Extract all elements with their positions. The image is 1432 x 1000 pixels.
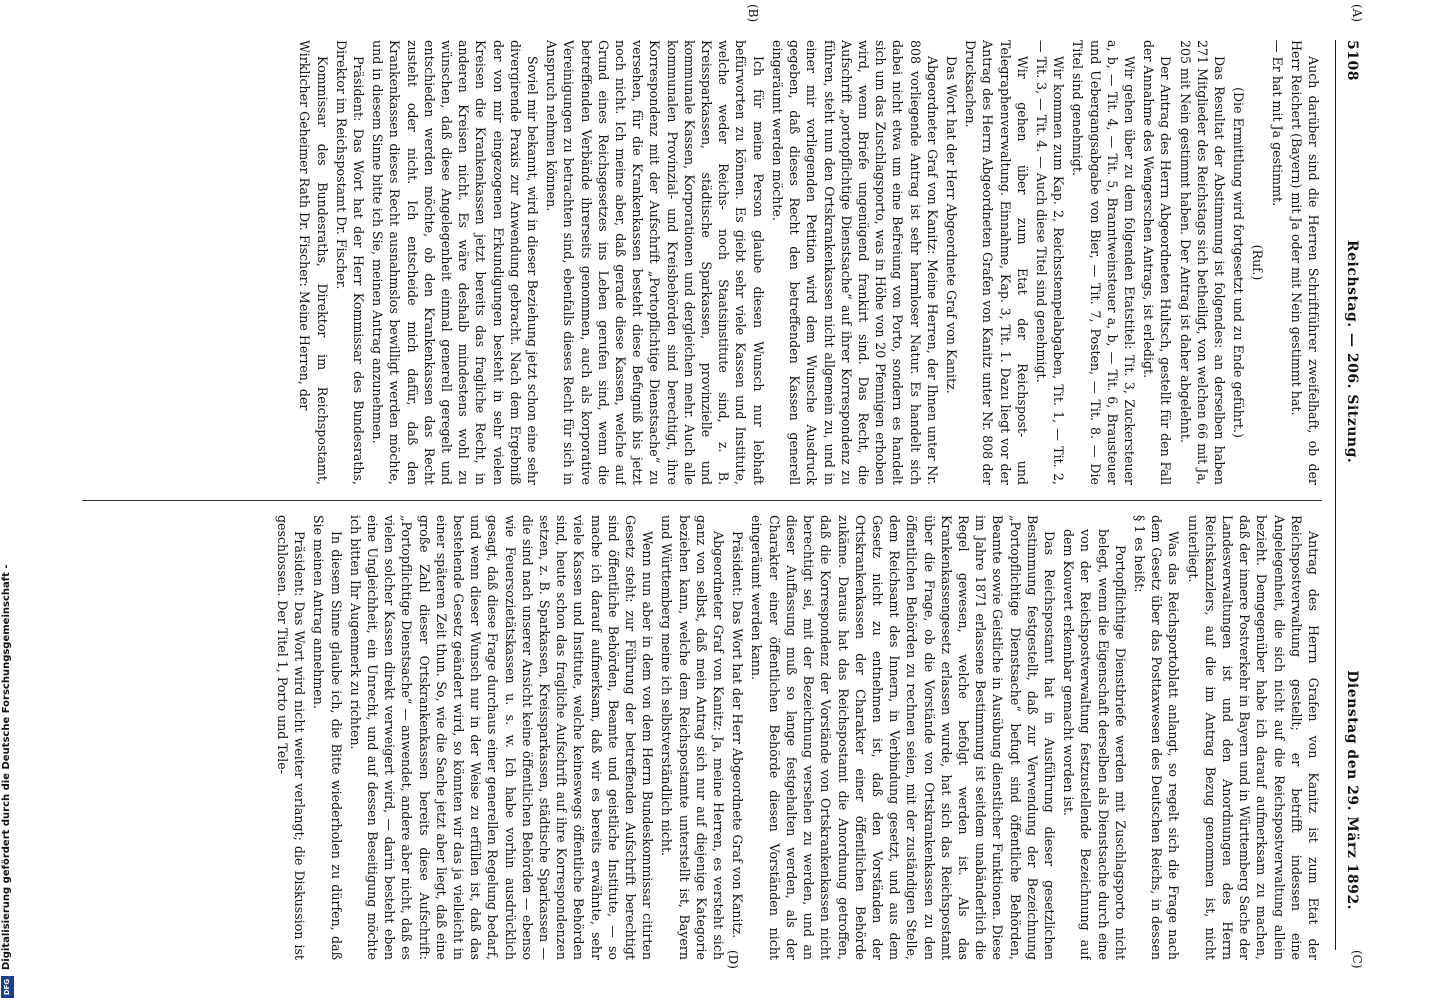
header-rule — [1335, 40, 1336, 950]
paragraph: Präsident: Das Wort wird nicht weiter verlangt; die Diskussion ist geschlossen. Der Titel 1, Porto und Tele- — [275, 515, 308, 960]
margin-mark-a: (A) — [1350, 4, 1364, 23]
session-title: Reichstag. — 206. Sitzung. — [1344, 240, 1360, 464]
paragraph: Präsident: Das Wort hat der Herr Kommissar des Bundesraths, Direktor im Reichspostamt Dr. Fischer. — [333, 40, 367, 485]
paragraph: Ich für meine Person glaube diesen Wunsch nur lebhaft befürworten zu können. Es giebt sehr viele Kassen und Institute, welche weder Reichs- noch Staatsinstitute sind, z. B. Kreissparkassen, städtische Sparkassen, provinzielle und kommunale Kassen, Korporationen und dergleichen mehr. Auch alle kommunalen Provinzial- und Kreisbehörden sind berechtigt, ihre Korrespondenz mit der Aufschrift „Portopflichtige Dienstsache“ zu versehen, für die Krankenkassen besteht diese Befugniß bis jetzt noch nicht. Ich meine aber, daß gerade diese Kassen, welche auf Grund eines Reichsgesetzes ins Leben gerufen sind, wenn die betreffenden Verbände ihrerseits genommen, auch als korporative Vereinigungen zu betrachten sind, ebenfalls dieses Recht für sich in Anspruch nehmen können. — [544, 40, 766, 485]
column-divider — [82, 500, 1322, 501]
paragraph: Abgeordneter Graf von Kanitz: Ja, meine Herren, es versteht sich ganz von selbst, daß mein Antrag sich nur auf diejenige Kategorie beziehen kann, welche dem Reichspostamte unterstellt ist, Bayern und Württemberg meine ich selbstverständlich nicht. — [659, 515, 727, 960]
paragraph: Der Antrag des Herrn Abgeordneten Hultsch, gestellt für den Fall der Annahme des Wengerschen Antrags, ist erledigt. — [1141, 40, 1174, 485]
paragraph: Wir gehen über zu dem folgenden Etatstitel: Tit. 3, Zuckersteuer a, b, — Tit. 4, — Tit. 5, Branntweinsteuer a, b, — Tit. 6, Brausteuer und Uebergangsabgabe von Bier, — Tit. 7, Posten, — Tit. 8. — Die Titel sind genehmigt. — [1070, 40, 1137, 485]
paragraph: Präsident: Das Wort hat der Herr Abgeordnete Graf von Kanitz. — [730, 531, 746, 939]
session-date: Dienstag den 29. März 1892. — [1344, 670, 1360, 910]
dfg-logo: DFG — [1, 976, 14, 998]
paragraph: Das Reichspostamt hat in Ausführung dieser gesetzlichen Bestimmung festgestellt, daß zur Verwendung der Bezeichnung „Portopflichtige Dienstsache“ befugt sind öffentliche Behörden, Beamte sowie Geistliche in Ausübung dienstlicher Funktionen. Diese im Jahre 1871 erlassene Bestimmung ist seitdem unabänderlich die Regel gewesen, welche befolgt werden ist. Als das Krankenkassengesetz erlassen wurde, hat sich das Reichspostamt über die Frage, ob die Vorstände von Ortskrankenkassen zu den öffentlichen Behörden zu rechnen seien, mit der zuständigen Stelle, dem Reichsamt des Innern, in Verbindung gesetzt, und aus dem Gesetz nicht zu entnehmen ist, daß den Vorständen der Ortskrankenkassen der Charakter einer öffentlichen Behörde zukäme. Daraus hat das Reichspostamt die Anordnung getroffen, daß die Korrespondenz der Vorstände von Ortskrankenkassen nicht berechtigt sei, mit der Bezeichnung versehen zu werden, und an dieser Auffassung muß so lange festgehalten werden, als der Charakter einer öffentlichen Behörde diesen Vorständen nicht eingeräumt werden kann. — [749, 515, 1057, 960]
paragraph: Wir kommen zum Kap. 2, Reichsstempelabgaben, Tit. 1, — Tit. 2, — Tit. 3, — Tit. 4. — Auch diese Titel sind genehmigt. — [1033, 40, 1067, 485]
page-number: 5108 — [1344, 40, 1360, 81]
paragraph: Wenn nun aber in dem von dem Herrn Bundeskommissar citirten Gesetz steht: zur Führung der betreffenden Aufschrift berechtigt sind öffentliche Behörden, Beamte und geistliche Institute, — so mache ich darauf aufmerksam, daß wir es bereits erwähnte, sehr viele Kassen und Institute, welche keineswegs öffentliche Behörden sind, heute schon das fragliche Aufschrift auf ihre Korrespondenzen setzen, z. B. Sparkassen, Kreissparkassen, städtische Sparkassen — die sind nach unserer Ansicht keine öffentlichen Behörden — ebenso wie Feuersozietätskassen u. s. w. Ich habe vorhin ausdrücklich gesagt, daß diese Frage durchaus einer generellen Regelung bedarf, und wenn dieser Wunsch nur in der Weise zu erfüllen ist, daß das bestehende Gesetz geändert wird, so könnten wir das ja vielleicht in einer späteren Zeit thun. So, wie die Sache jetzt aber liegt, daß eine große Zahl dieser Ortskrankenkassen bereits diese Aufschrift: „Portopflichtige Dienstsache“ — anwendet, andere aber nicht, daß es vielen solcher Kassen direkt verweigert wird, — darin besteht eben eine Ungleichheit, ein Unrecht, und auf dessen Beseitigung möchte ich bitten Ihr Augenmerk zu richten. — [347, 515, 656, 960]
document-page — [40, 0, 1400, 980]
paragraph: Abgeordneter Graf von Kanitz: Meine Herren, der Ihnen unter Nr. 808 vorliegende Antrag ist sehr harmloser Natur. Es handelt sich dabei nicht etwa um eine Befreiung von Porto, sondern es handelt sich um das Zuschlagsporto, was in Höhe von 20 Pfennigen erhoben wird, wenn Briefe ungenügend frankirt sind. Das Recht, die Aufschrift „portopflichtige Dienstsache“ auf ihrer Korrespondenz zu führen, steht nun den Ortskrankenkassen nicht allgemein zu, und in einer mir vorliegenden Petition wird dem Wunsche Ausdruck gegeben, daß dieses Recht den betreffenden Kassen generell eingeräumt werden möchte. — [769, 40, 940, 485]
paragraph: Wir gehen über zum Etat der Reichspost- und Telegraphenverwaltung. Einnahme, Kap. 3, Tit. 1. Dazu liegt vor der Antrag des Herrn Abgeordneten Grafen von Kanitz unter Nr. 808 der Drucksachen. — [963, 40, 1030, 485]
paragraph: Antrag des Herrn Grafen von Kanitz ist zum Etat der Reichspostverwaltung gestellt; er betrifft indessen eine Angelegenheit, die sich nicht auf die Reichspostverwaltung allein bezieht. Demgegenüber habe ich darauf aufmerksam zu machen, daß der innere Postverkehr in Bayern und in Württemberg Sache der Landesverwaltungen ist und den Anordnungen des Herrn Reichskanzlers, auf die im Antrag Bezug genommen ist, nicht unterliegt. — [1185, 515, 1321, 960]
digitization-footer — [0, 10, 16, 1000]
paragraph: Das Wort hat der Herr Abgeordnete Graf von Kanitz. — [943, 56, 959, 394]
digitization-credit: Digitalisierung gefördert durch die Deutsche Forschungsgemeinschaft - — [1, 564, 12, 970]
paragraph: Was das Reichsportoblatt anlangt, so regelt sich die Frage nach dem Gesetz über das Posttaxwesen des Deutschen Reichs, in dessen § 1 es heißt: — [1131, 515, 1182, 960]
paragraph: Auch darüber sind die Herren Schriftführer zweifelhaft, ob der Herr Reichert (Bayern) mit Ja oder mit Nein gestimmt hat. — [1288, 40, 1321, 485]
paragraph: Kommissar des Bundesraths, Direktor im Reichspostamt, Wirklicher Geheimer Rath Dr. Fischer: Meine Herren, der — [297, 40, 330, 485]
paragraph: Soviel mir bekannt, wird in dieser Beziehung jetzt schon eine sehr divergirende Praxis zur Anwendung gebracht. Nach dem Ergebniß der von mir eingezogenen Erkundigungen besteht in sehr vielen Kreisen die Krankenkassen jetzt bereits das fragliche Recht, in anderen Kreisen nicht. Es wäre deshalb mindestens wohl zu wünschen, daß diese Angelegenheit einmal generell geregelt und entschieden werden möchte, ob den Krankenkassen das Recht zusteht oder nicht. Ich entscheide mich dafür, daß den Krankenkassen dieses Recht ausnahmslos bewilligt werden möchte, und in diesem Sinne bitte ich Sie, meinen Antrag anzunehmen. — [370, 40, 541, 485]
page-header — [1336, 40, 1360, 950]
paragraph: (Ruf.) — [1250, 244, 1266, 281]
paragraph: — Er hat mit Ja gestimmt. — [1269, 40, 1285, 207]
margin-mark-b: (B) — [746, 4, 760, 23]
left-column — [82, 40, 1322, 485]
right-column — [82, 515, 1322, 960]
margin-mark-c: (C) — [1350, 950, 1364, 969]
quote-paragraph: Portopflichtige Dienstbriefe werden mit Zuschlagsporto nicht belegt, wenn die Eigenschaft derselben als Dienstsache durch eine von der Reichspostverwaltung festzustellende Bezeichnung auf dem Kouvert erkennbar gemacht worden ist. — [1061, 529, 1128, 960]
margin-mark-d: (D) — [726, 950, 740, 969]
paragraph: Das Resultat der Abstimmung ist folgendes: an derselben haben 271 Mitglieder des Reichstags sich betheiligt, von welchen 66 mit Ja, 205 mit Nein gestimmt haben. Der Antrag ist daher abgelehnt. — [1177, 40, 1227, 485]
paragraph: (Die Ermittlung wird fortgesetzt und zu Ende geführt.) — [1231, 87, 1247, 438]
paragraph: In diesem Sinne glaube ich, die Bitte wiederholen zu dürfen, daß Sie meinen Antrag annehmen. — [311, 515, 344, 960]
